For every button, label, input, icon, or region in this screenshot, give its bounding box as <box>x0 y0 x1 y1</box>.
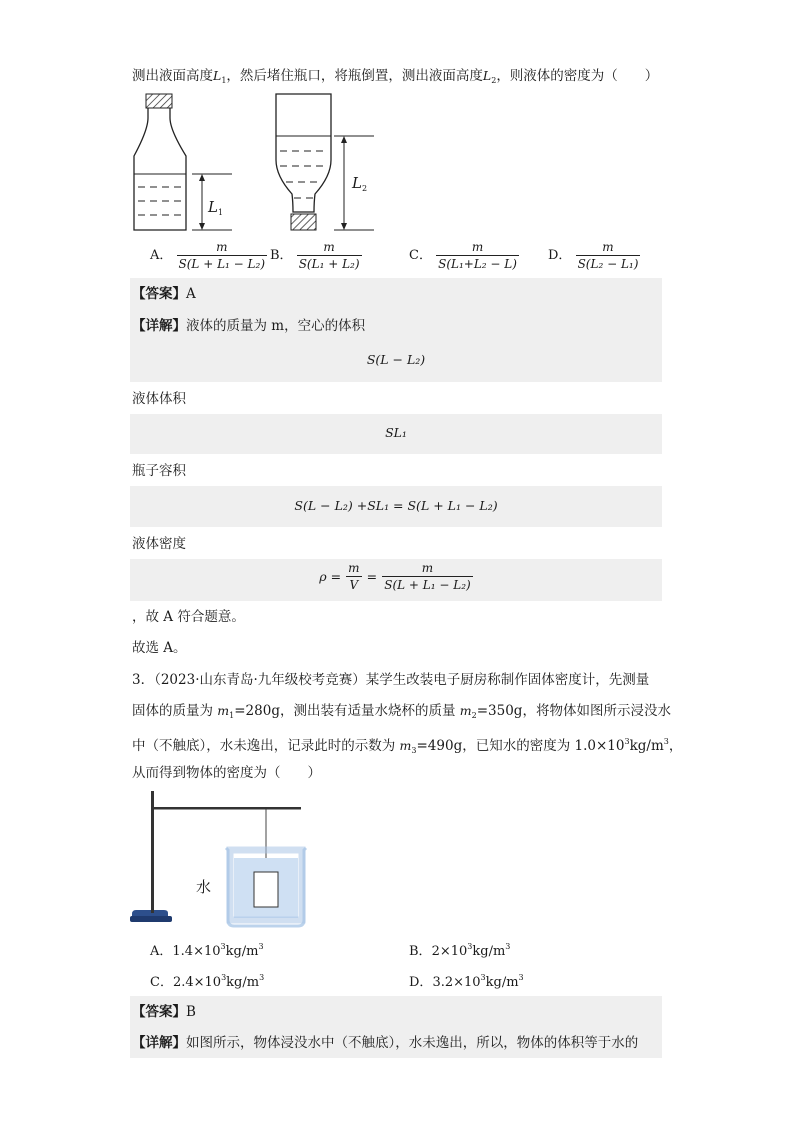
stopper-inverted <box>291 214 316 230</box>
answer-value: A <box>186 286 196 302</box>
m-numerator: m <box>348 561 360 575</box>
option-numerator: m <box>216 240 228 254</box>
option-exponent: 3 <box>220 942 226 951</box>
q3-option-d[interactable] <box>409 971 524 990</box>
option-numerator: m <box>602 240 614 254</box>
m3-letter: m <box>399 738 412 753</box>
liquid-dashes-inverted <box>280 151 328 198</box>
stand-arm <box>151 807 301 810</box>
label-L1-sub: 1 <box>217 208 224 217</box>
q2-var-L2 <box>483 68 496 83</box>
q2-option-c[interactable] <box>409 240 519 271</box>
option-letter: B． <box>270 248 293 263</box>
q3-option-a[interactable] <box>150 940 264 959</box>
q2-var-L1-sub: 1 <box>221 76 227 85</box>
option-fraction <box>436 240 519 271</box>
option-base: 3.2×10 <box>432 975 481 990</box>
hanging-block <box>254 872 278 907</box>
option-letter: D． <box>409 975 433 990</box>
q3-text: =490g，已知水的密度为 1.0×10 <box>416 738 625 754</box>
m-over-V <box>346 561 361 592</box>
q3-stem-line1: 3．（2023·山东青岛·九年级校考竞赛）某学生改装电子厨房称制作固体密度计，先测量 <box>132 672 650 688</box>
q2-detail <box>132 316 365 336</box>
beaker-figure <box>128 788 308 928</box>
option-numerator: m <box>471 240 484 254</box>
q3-answer <box>132 1002 196 1022</box>
bottle-outline-upright <box>134 108 186 230</box>
option-letter: B． <box>409 944 432 959</box>
q2-stem-part: ，则液体的密度为（ ） <box>496 68 659 84</box>
label-L1 <box>208 198 223 217</box>
q3-stem-line2 <box>132 701 671 726</box>
stand-base-foot <box>130 916 172 922</box>
option-denominator: S(L₁ + L₂) <box>298 257 360 271</box>
option-fraction <box>177 240 267 271</box>
detail-label: 【详解】 <box>132 1035 186 1051</box>
option-base: 2.4×10 <box>172 975 222 990</box>
option-denominator: S(L₂ − L₁) <box>577 257 639 271</box>
q2-var-L1-letter: L <box>213 68 222 83</box>
inverted-bottle <box>276 94 374 230</box>
formula-bottle-capacity: S(L − L₂) +SL₁ = S(L + L₁ − L₂) <box>294 498 498 513</box>
q2-stem-part: 测出液面高度 <box>132 68 213 84</box>
label-L2-sub: 2 <box>361 184 368 193</box>
bottle-figure <box>128 90 388 238</box>
q2-conclusion: ，故 A 符合题意。 <box>132 609 245 625</box>
density-fraction <box>382 561 472 592</box>
option-exponent: 3 <box>467 942 473 951</box>
formula-liquid-density <box>130 561 662 592</box>
option-base: 2×10 <box>431 944 468 959</box>
q3-text: =280g，测出装有适量水烧杯的质量 <box>234 703 460 719</box>
option-unit: kg/m <box>226 975 260 990</box>
option-denominator: S(L₁+L₂ − L) <box>438 257 517 271</box>
option-exponent: 3 <box>480 973 486 982</box>
q2-stem-part: ，然后堵住瓶口，将瓶倒置，测出液面高度 <box>226 68 483 84</box>
option-unit-exponent: 3 <box>518 973 524 982</box>
stopper-upright <box>146 94 172 108</box>
q2-answer <box>132 284 196 304</box>
m2-letter: m <box>459 703 472 718</box>
option-unit: kg/m <box>225 944 259 959</box>
q3-text: =350g，将物体如图所示浸没水 <box>476 703 671 719</box>
m1-letter: m <box>217 703 230 718</box>
option-unit-exponent: 3 <box>505 942 511 951</box>
option-letter: A． <box>150 248 173 263</box>
detail-label: 【详解】 <box>132 318 186 334</box>
option-letter: C． <box>150 975 173 990</box>
rho-symbol: ρ = <box>319 569 342 584</box>
formula-hollow-volume: S(L − L₂) <box>366 352 426 367</box>
option-fraction <box>297 240 362 271</box>
answer-value: B <box>186 1004 196 1020</box>
label-L2-letter: L <box>352 174 362 192</box>
density-numerator: m <box>421 561 434 575</box>
density-denominator: S(L + L₁ − L₂) <box>384 578 471 592</box>
q3-text: kg/m <box>629 738 664 754</box>
option-letter: C． <box>409 248 432 263</box>
detail-text: 液体的质量为 m，空心的体积 <box>186 318 366 334</box>
option-unit-exponent: 3 <box>259 973 265 982</box>
label-L1-letter: L <box>208 198 218 216</box>
option-exponent: 3 <box>221 973 227 982</box>
q2-stem <box>132 66 658 91</box>
q2-option-d[interactable] <box>548 240 640 271</box>
V-denominator: V <box>346 576 361 592</box>
q3-stem-line3 <box>132 732 682 761</box>
answer-label: 【答案】 <box>132 286 186 302</box>
q3-text: 固体的质量为 <box>132 703 218 719</box>
option-letter: D． <box>548 248 572 263</box>
option-numerator: m <box>323 240 335 254</box>
q3-text: 中（不触底），水未逸出，记录此时的示数为 <box>132 738 400 754</box>
q2-option-b[interactable] <box>270 240 362 271</box>
q2-var-L1 <box>213 68 226 83</box>
q2-option-a[interactable] <box>150 240 267 271</box>
formula-liquid-volume: SL₁ <box>385 425 407 440</box>
water-label: 水 <box>196 878 212 896</box>
m2-sub: 2 <box>471 711 477 720</box>
answer-label: 【答案】 <box>132 1004 186 1020</box>
option-unit-exponent: 3 <box>258 942 264 951</box>
q3-option-b[interactable] <box>409 940 510 959</box>
caption-liquid-density: 液体密度 <box>132 536 186 552</box>
option-unit: kg/m <box>485 975 519 990</box>
label-L2 <box>352 174 367 193</box>
q2-var-L2-sub: 2 <box>491 76 497 85</box>
exponent: 3 <box>663 737 669 746</box>
liquid-dashes-upright <box>138 187 184 215</box>
caption-liquid-volume: 液体体积 <box>132 391 186 407</box>
q3-stem-line4: 从而得到物体的密度为（ ） <box>132 765 321 781</box>
q3-detail <box>132 1033 638 1053</box>
option-fraction <box>576 240 641 271</box>
equals-sign: = <box>366 569 378 584</box>
q3-text: ， <box>668 738 683 754</box>
caption-bottle-capacity: 瓶子容积 <box>132 463 186 479</box>
bottle-outline-inverted <box>276 94 331 212</box>
q3-option-c[interactable] <box>150 971 264 990</box>
option-letter: A． <box>150 944 173 959</box>
detail-text: 如图所示，物体浸没水中（不触底），水未逸出，所以，物体的体积等于水的 <box>186 1035 639 1051</box>
option-unit: kg/m <box>472 944 506 959</box>
q2-var-L2-letter: L <box>482 68 492 83</box>
exponent: 3 <box>624 737 630 746</box>
m1-sub: 1 <box>229 711 235 720</box>
option-base: 1.4×10 <box>172 944 221 959</box>
q2-choice: 故选 A。 <box>132 640 187 656</box>
m3-sub: 3 <box>411 746 417 755</box>
option-denominator: S(L + L₁ − L₂) <box>178 257 266 271</box>
